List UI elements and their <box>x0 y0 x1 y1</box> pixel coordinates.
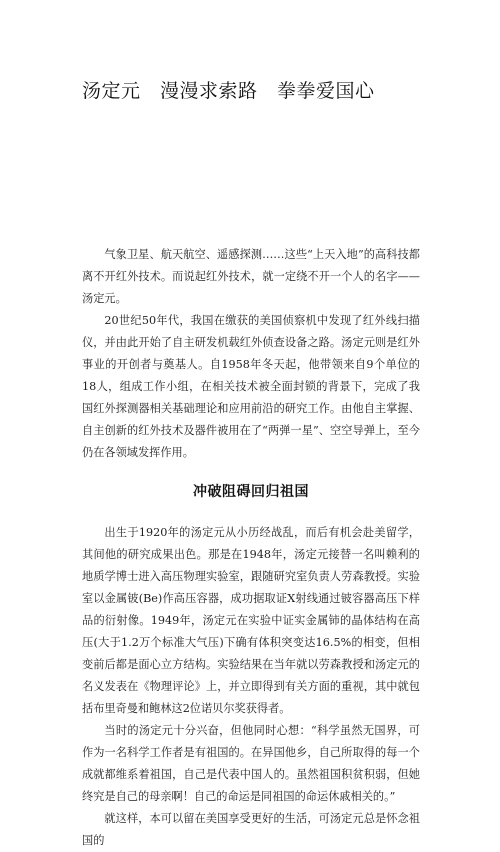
section-paragraph-1: 出生于1920年的汤定元从小历经战乱，而后有机会赴美留学，其间他的研究成果出色。那是在1948年，汤定元接替一名叫赖利的地质学博士进入高压物理实验室，跟随研究室负责人劳森教授。实验室以金属铍(Be)作高压容器，成功据取证X射线通过铍容器高压下样品的衍射像。1949年，汤定元在实验中证实金属铈的晶体结构在高压(大于1.2万个标准大气压)下确有体积突变达16.5%的相变，但相变前后都是面心立方结构。实验结果在当年就以劳森教授和汤定元的名义发表在《物理评论》上，并立即得到有关方面的重视，其中就包括布里奇曼和鲍林这2位诺贝尔奖获得者。 <box>82 526 420 715</box>
chapter-title: 汤定元 漫漫求索路 拳拳爱国心 <box>82 80 375 102</box>
section-paragraph-2: 当时的汤定元十分兴奋，但他同时心想：“科学虽然无国界，可作为一名科学工作者是有祖国的。在异国他乡，自己所取得的每一个成就都维系着祖国，自己是代表中国人的。虽然祖国积贫积弱，但她终究是自己的母亲啊！自己的命运是同祖国的命运休戚相关的。” <box>82 724 420 803</box>
body-text <box>82 244 420 852</box>
section-heading: 冲破阻碍回归祖国 <box>193 484 309 500</box>
section-paragraph-3: 就这样，本可以留在美国享受更好的生活，可汤定元总是怀念祖国的 <box>82 812 420 847</box>
intro-paragraph-2: 20世纪50年代，我国在缴获的美国侦察机中发现了红外线扫描仪，并由此开始了自主研发机载红外侦查设备之路。汤定元则是红外事业的开创者与奠基人。自1958年冬天起，他带领来自9个单位的18人，组成工作小组，在相关技术被全面封锁的背景下，完成了我国红外探测器相关基础理论和应用前沿的研究工作。由他自主掌握、自主创新的红外技术及器件被用在了“两弹一星”、空空导弹上，至今仍在各领域发挥作用。 <box>82 314 420 459</box>
intro-paragraph-1: 气象卫星、航天航空、遥感探测……这些“上天入地”的高科技都离不开红外技术。而说起红外技术，就一定绕不开一个人的名字——汤定元。 <box>82 248 420 305</box>
